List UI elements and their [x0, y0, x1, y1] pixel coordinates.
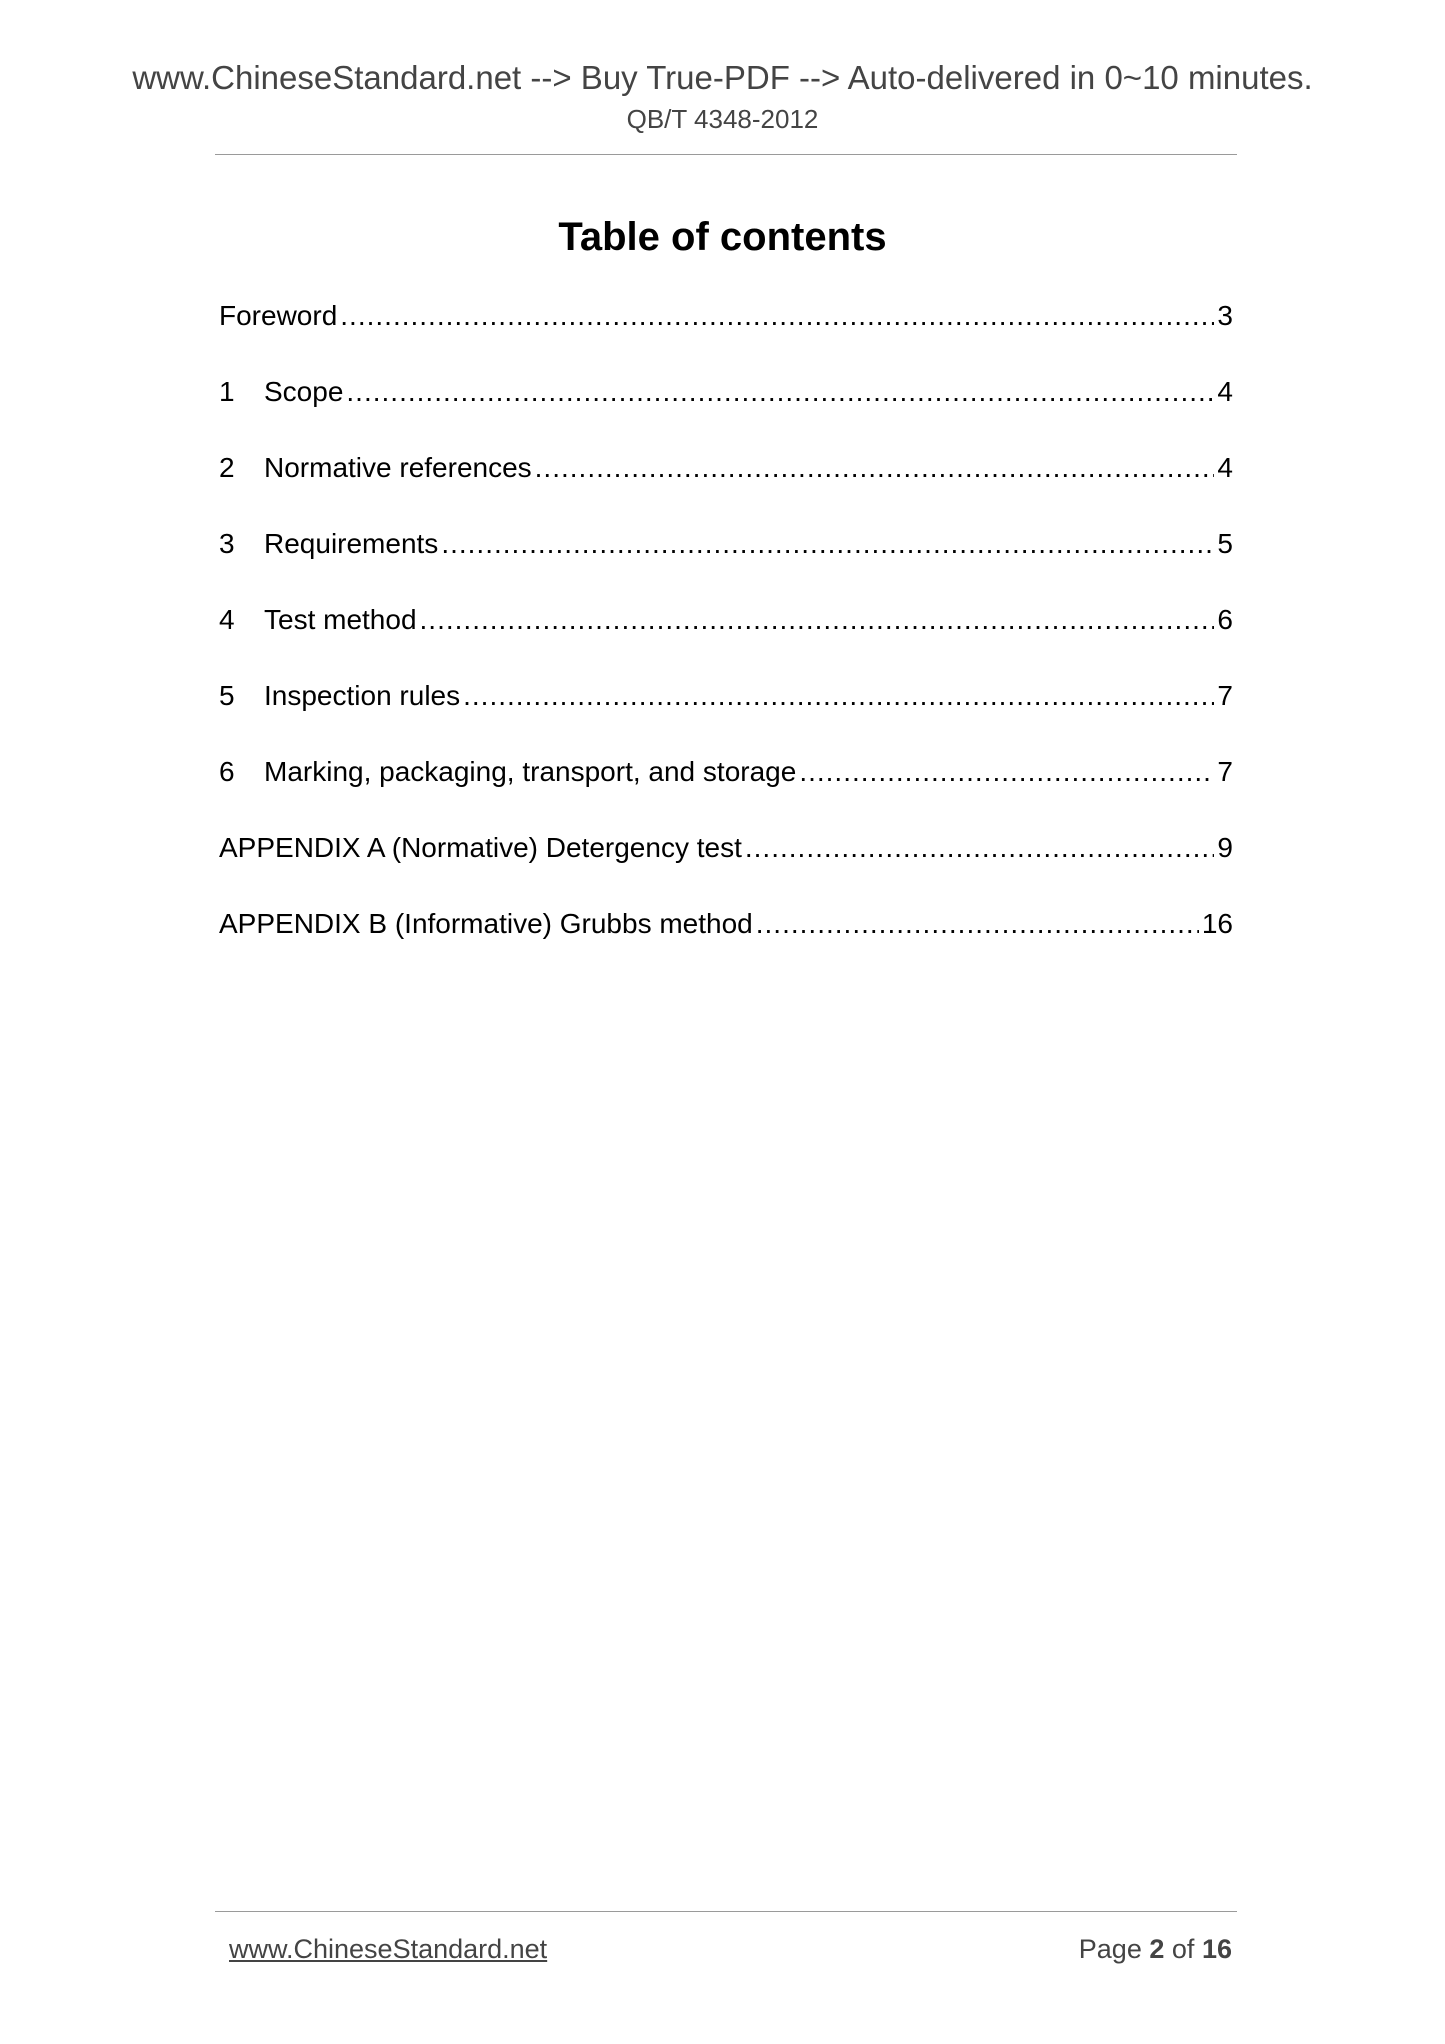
toc-entry-marking-packaging[interactable] [219, 752, 1233, 792]
footer-page-total: 16 [1201, 1934, 1232, 1964]
toc-entry-requirements[interactable] [219, 524, 1233, 564]
toc-entry-page: 4 [1217, 452, 1233, 483]
toc-entry-number: 4 [219, 604, 235, 635]
toc-entry-normative-references[interactable] [219, 448, 1233, 488]
toc-entry-label: APPENDIX A (Normative) Detergency test [219, 832, 742, 863]
toc-entry-page: 7 [1217, 756, 1233, 787]
toc-entry-appendix-b[interactable] [219, 904, 1233, 944]
header-banner: www.ChineseStandard.net --> Buy True-PDF --> Auto-delivered in 0~10 minutes. [132, 59, 1313, 96]
toc-title: Table of contents [558, 215, 887, 259]
footer-page-of: of [1171, 1934, 1195, 1964]
toc-entry-page: 9 [1217, 832, 1233, 863]
footer-divider [215, 1911, 1237, 1912]
toc-entry-label: Requirements [264, 528, 439, 559]
toc-entry-number: 5 [219, 680, 235, 711]
toc-entry-number: 1 [219, 376, 235, 407]
toc-entry-number: 2 [219, 452, 235, 483]
toc-entry-label: Marking, packaging, transport, and storage [264, 756, 797, 787]
toc-dot-leader [346, 372, 1214, 412]
toc-entry-label: Foreword [219, 300, 338, 331]
toc-dot-leader [420, 600, 1215, 640]
toc-entry-page: 7 [1217, 680, 1233, 711]
toc-dot-leader [463, 676, 1214, 716]
toc-entry-page: 3 [1217, 300, 1233, 331]
document-code: QB/T 4348-2012 [626, 104, 819, 134]
toc-entry-test-method[interactable] [219, 600, 1233, 640]
toc-entry-label: Scope [264, 376, 344, 407]
toc-entry-page: 6 [1217, 604, 1233, 635]
toc-entry-scope[interactable] [219, 372, 1233, 412]
toc-entry-appendix-a[interactable] [219, 828, 1233, 868]
toc-entry-label: APPENDIX B (Informative) Grubbs method [219, 908, 753, 939]
toc-entry-label: Inspection rules [264, 680, 461, 711]
toc-entry-page: 4 [1217, 376, 1233, 407]
toc-entry-label: Test method [264, 604, 417, 635]
toc-dot-leader [745, 828, 1215, 868]
footer-page-prefix: Page [1078, 1934, 1142, 1964]
toc-entry-foreword[interactable] [219, 296, 1233, 336]
toc-dot-leader [441, 524, 1214, 564]
toc-entry-number: 6 [219, 756, 235, 787]
footer-page-number [1079, 1932, 1232, 1966]
header-divider [215, 154, 1237, 155]
toc-entry-label: Normative references [264, 452, 532, 483]
toc-dot-leader [535, 448, 1215, 488]
toc-dot-leader [340, 296, 1214, 336]
footer-website-link[interactable]: www.ChineseStandard.net [229, 1934, 548, 1964]
toc-dot-leader [756, 904, 1199, 944]
toc-entry-page: 5 [1217, 528, 1233, 559]
toc-dot-leader [799, 752, 1214, 792]
toc-entry-number: 3 [219, 528, 235, 559]
toc-entry-page: 16 [1201, 908, 1233, 939]
footer-page-current: 2 [1149, 1934, 1165, 1964]
toc-entry-inspection-rules[interactable] [219, 676, 1233, 716]
